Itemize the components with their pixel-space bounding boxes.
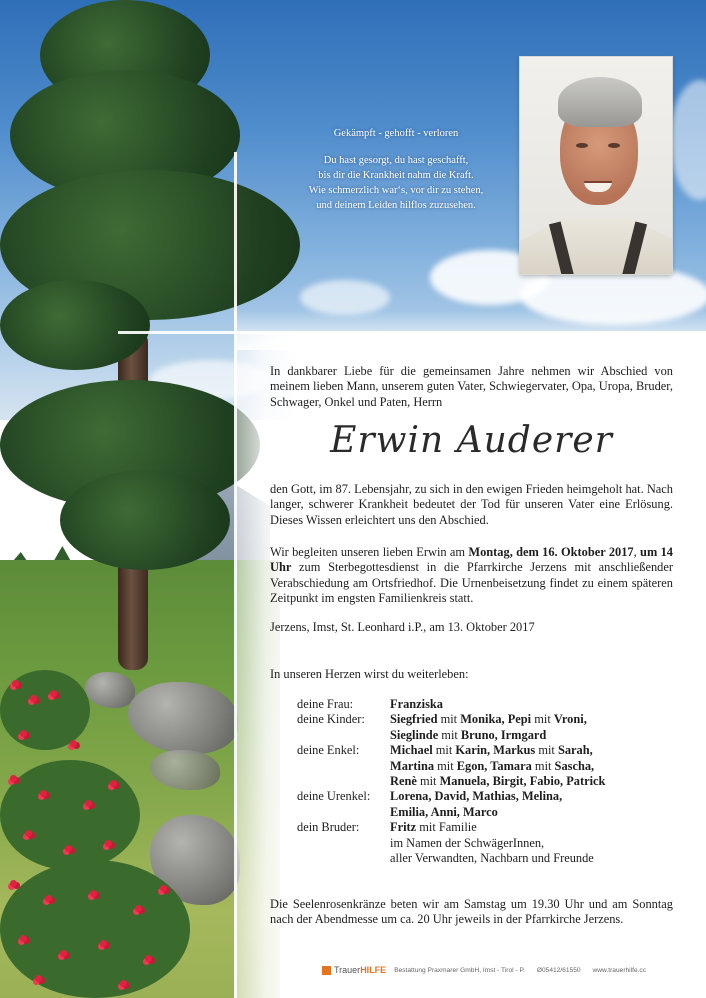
footer-web[interactable]: www.trauerhilfe.cc <box>592 966 647 974</box>
flower <box>10 775 17 782</box>
flower <box>10 880 17 887</box>
flower <box>12 680 19 687</box>
footer-phone: Ø05412/61550 <box>536 966 581 974</box>
remember-line: In unseren Herzen wirst du weiterleben: <box>270 667 469 681</box>
cross-horizontal <box>118 331 706 334</box>
poem-title: Gekämpft - gehofft - verloren <box>333 128 459 139</box>
flower <box>160 885 167 892</box>
flower <box>85 800 92 807</box>
bush <box>0 760 140 870</box>
rosary-text: Die Seelenrosenkränze beten wir am Samstag um 19.30 Uhr und am Sonntag nach der Abendmesse um ca. 20 Uhr jeweils in der Pfarrkirche Jerzens. <box>270 897 673 927</box>
flower <box>70 740 77 747</box>
poem <box>296 126 496 213</box>
flower <box>105 840 112 847</box>
flower <box>20 935 27 942</box>
poem-line: und deinem Leiden hilflos zuzusehen. <box>316 200 476 211</box>
flower <box>45 895 52 902</box>
poem-line: Du hast gesorgt, du hast geschafft, <box>323 155 469 166</box>
flower <box>60 950 67 957</box>
flower <box>120 980 127 987</box>
family-row-wife: deine Frau: Franziska <box>297 697 444 711</box>
family-row-grandchildren: deine Enkel: Michael mit Karin, Markus mit Sarah, Martina mit Egon, Tamara mit Sascha, Renè mit Manuela, Birgit, Fabio, Patrick <box>297 743 606 789</box>
family-list <box>297 697 650 866</box>
flower <box>65 845 72 852</box>
tree-canopy <box>0 280 150 370</box>
portrait-photo <box>520 57 672 274</box>
service-time: um 14 Uhr <box>270 545 673 575</box>
flower <box>35 975 42 982</box>
bush <box>0 860 190 998</box>
trauerhilfe-logo-icon <box>322 966 331 975</box>
service-date: Montag, dem 16. Oktober 2017 <box>468 545 634 559</box>
flower <box>90 890 97 897</box>
tree-canopy <box>60 470 230 570</box>
poem-line: Wie schmerzlich war‘s, vor dir zu stehen, <box>308 185 484 196</box>
flower <box>135 905 142 912</box>
footer <box>322 965 646 975</box>
flower <box>20 730 27 737</box>
deceased-name: Erwin Auderer <box>330 420 613 461</box>
death-text: den Gott, im 87. Lebensjahr, zu sich in den ewigen Frieden heimgeholt hat. Nach langer, schwerer Krankheit bedeutet der Tod für unseren Vater eine Erlösung. Dieses Wissen erleichtert uns den Abschied. <box>270 482 673 527</box>
trauerhilfe-logo: TrauerHILFE <box>334 965 387 975</box>
poem-line: bis dir die Krankheit nahm die Kraft. <box>318 170 474 181</box>
flower <box>25 830 32 837</box>
flower <box>145 955 152 962</box>
place-date: Jerzens, Imst, St. Leonhard i.P., am 13. Oktober 2017 <box>270 620 535 634</box>
family-row-brother: dein Bruder: Fritz mit Familie im Namen der SchwägerInnen, aller Verwandten, Nachbarn und Freunde <box>297 820 594 866</box>
flower <box>30 695 37 702</box>
cross-vertical <box>234 152 237 998</box>
flower <box>110 780 117 787</box>
flower <box>40 790 47 797</box>
family-row-children: deine Kinder: Siegfried mit Monika, Pepi mit Vroni, Sieglinde mit Bruno, Irmgard <box>297 712 587 742</box>
intro-text: In dankbarer Liebe für die gemeinsamen Jahre nehmen wir Abschied von meinem lieben Mann, unserem guten Vater, Schwiegervater, Opa, Uropa, Bruder, Schwager, Onkel und Paten, Herrn <box>270 364 673 409</box>
family-row-great-grandchildren: deine Urenkel: Lorena, David, Mathias, Melina, Emilia, Anni, Marco <box>297 789 563 819</box>
flower <box>100 940 107 947</box>
service-text: Wir begleiten unseren lieben Erwin am Montag, dem 16. Oktober 2017, um 14 Uhr zum Sterbegottesdienst in die Pfarrkirche Jerzens mit anschließender Verabschiedung am Ortsfriedhof. Die Urnenbeisetzung findet zu einem späteren Zeitpunkt im engsten Familienkreis statt. <box>270 545 673 605</box>
footer-company: Bestattung Praxmarer GmbH, Imst - Tirol - P. <box>394 966 525 974</box>
flower <box>50 690 57 697</box>
